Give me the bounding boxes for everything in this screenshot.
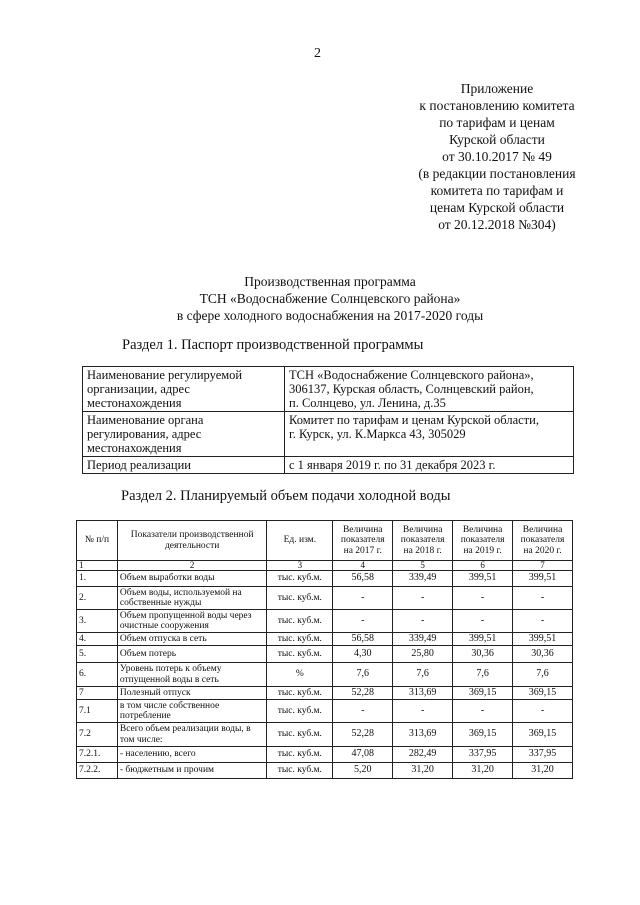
appendix-line: от 30.10.2017 № 49: [442, 149, 552, 164]
row-number: 1.: [77, 571, 118, 587]
row-unit: тыс. куб.м.: [267, 587, 333, 610]
name-line: Объем пропущенной воды через: [119, 610, 252, 621]
passport-value: [285, 412, 574, 457]
row-name: [117, 571, 267, 587]
name-line: в том числе собственное: [119, 700, 220, 711]
value-2019: 369,15: [453, 723, 513, 747]
name-line: том числе:: [119, 734, 163, 745]
row-unit: тыс. куб.м.: [267, 687, 333, 700]
label-line: местонахождения: [87, 396, 182, 410]
label-line: Наименование органа: [87, 413, 204, 427]
appendix-line: от 20.12.2018 №304): [438, 217, 556, 232]
name-line: отпущенной воды в сеть: [119, 674, 219, 685]
value-2020: -: [513, 587, 573, 610]
row-number: 5.: [77, 646, 118, 663]
value-2019: -: [453, 610, 513, 633]
value-2020: 337,95: [513, 747, 573, 763]
passport-label: [83, 457, 285, 474]
header-line: Величина: [462, 524, 503, 535]
index-cell: 2: [117, 561, 267, 571]
col-header-2018: [393, 521, 453, 561]
col-header-name: [117, 521, 267, 561]
value-2019: 7,6: [453, 663, 513, 687]
table-row: [77, 646, 573, 663]
value-2020: -: [513, 610, 573, 633]
value-2017: 5,20: [333, 763, 393, 779]
appendix-line: Курской области: [449, 132, 545, 147]
row-unit: тыс. куб.м.: [267, 747, 333, 763]
col-header-2017: [333, 521, 393, 561]
col-header-unit: Ед. изм.: [267, 521, 333, 561]
value-2018: 339,49: [393, 571, 453, 587]
row-unit: тыс. куб.м.: [267, 571, 333, 587]
appendix-line: ценам Курской области: [429, 200, 565, 215]
value-2019: -: [453, 700, 513, 723]
value-line: п. Солнцево, ул. Ленина, д.35: [289, 396, 446, 410]
section2-heading: Раздел 2. Планируемый объем подачи холодной воды: [121, 488, 451, 504]
label-line: Наименование регулируемой: [87, 368, 243, 382]
value-2018: 313,69: [393, 723, 453, 747]
appendix-block: [392, 80, 602, 233]
row-name: [117, 633, 267, 646]
value-line: ТСН «Водоснабжение Солнцевского района»,: [289, 368, 534, 382]
passport-label: [83, 367, 285, 412]
value-2018: 7,6: [393, 663, 453, 687]
value-2019: 369,15: [453, 687, 513, 700]
passport-row: [83, 412, 574, 457]
section1-heading: Раздел 1. Паспорт производственной программы: [122, 337, 424, 353]
header-line: Величина: [402, 524, 443, 535]
value-2018: 339,49: [393, 633, 453, 646]
value-line: г. Курск, ул. К.Маркса 43, 305029: [289, 427, 466, 441]
header-row: [77, 521, 573, 561]
header-line: показателя: [520, 535, 565, 546]
name-line: потребление: [119, 711, 171, 721]
value-2017: -: [333, 587, 393, 610]
name-line: - населению, всего: [119, 749, 196, 760]
name-line: очистные сооружения: [119, 621, 209, 631]
title-line: ТСН «Водоснабжение Солнцевского района»: [199, 291, 461, 306]
label-line: местонахождения: [87, 441, 182, 455]
row-unit: тыс. куб.м.: [267, 700, 333, 723]
col-header-2019: [453, 521, 513, 561]
header-line: на 2017 г.: [343, 545, 382, 556]
value-2019: -: [453, 587, 513, 610]
table-row: [77, 687, 573, 700]
appendix-line: по тарифам и ценам: [439, 115, 555, 130]
header-line: Величина: [342, 524, 383, 535]
title-line: в сфере холодного водоснабжения на 2017-2020 годы: [176, 308, 484, 323]
value-2020: 31,20: [513, 763, 573, 779]
value-2020: 30,36: [513, 646, 573, 663]
index-cell: 3: [267, 561, 333, 571]
name-line: Объем потерь: [119, 648, 177, 659]
value-2018: 31,20: [393, 763, 453, 779]
row-unit: тыс. куб.м.: [267, 646, 333, 663]
passport-value: [285, 367, 574, 412]
table-row: [77, 763, 573, 779]
index-cell: 1: [77, 561, 118, 571]
row-unit: тыс. куб.м.: [267, 763, 333, 779]
volume-table: [76, 520, 573, 779]
passport-table: [82, 366, 574, 474]
value-2017: 47,08: [333, 747, 393, 763]
name-line: Объем отпуска в сеть: [119, 633, 207, 644]
header-line: на 2019 г.: [463, 545, 502, 556]
value-2020: 369,15: [513, 687, 573, 700]
appendix-line: (в редакции постановления: [418, 166, 576, 181]
header-line: Показатели производственной: [130, 530, 254, 540]
header-line: Величина: [522, 524, 563, 535]
value-2019: 30,36: [453, 646, 513, 663]
row-name: [117, 663, 267, 687]
value-2019: 399,51: [453, 633, 513, 646]
row-name: [117, 763, 267, 779]
appendix-line: к постановлению комитета: [419, 98, 575, 113]
value-2018: -: [393, 700, 453, 723]
row-number: 3.: [77, 610, 118, 633]
name-line: Объем воды, используемой на: [119, 587, 242, 598]
header-line: деятельности: [164, 540, 220, 551]
value-2017: 7,6: [333, 663, 393, 687]
row-number: 7.2: [77, 723, 118, 747]
name-line: Всего объем реализации воды, в: [119, 724, 251, 734]
row-number: 6.: [77, 663, 118, 687]
table-row: [77, 587, 573, 610]
header-line: показателя: [460, 535, 505, 546]
row-number: 7.2.2.: [77, 763, 118, 779]
row-number: 4.: [77, 633, 118, 646]
table-row: [77, 571, 573, 587]
value-2018: 25,80: [393, 646, 453, 663]
table-row: [77, 633, 573, 646]
value-2018: 282,49: [393, 747, 453, 763]
value-line: 306137, Курская область, Солнцевский район,: [289, 382, 534, 396]
index-cell: 6: [453, 561, 513, 571]
value-2020: 399,51: [513, 571, 573, 587]
table-row: [77, 723, 573, 747]
passport-row: [83, 367, 574, 412]
value-2019: 31,20: [453, 763, 513, 779]
value-2020: 369,15: [513, 723, 573, 747]
row-unit: тыс. куб.м.: [267, 610, 333, 633]
value-2020: -: [513, 700, 573, 723]
header-line: на 2018 г.: [403, 545, 442, 556]
label-line: организации, адрес: [87, 382, 190, 396]
passport-label: [83, 412, 285, 457]
value-2017: 56,58: [333, 571, 393, 587]
label-line: регулирования, адрес: [87, 427, 202, 441]
title-line: Производственная программа: [244, 274, 416, 289]
value-line: Комитет по тарифам и ценам Курской области,: [289, 413, 539, 427]
value-2017: 4,30: [333, 646, 393, 663]
row-number: 7.2.1.: [77, 747, 118, 763]
index-cell: 4: [333, 561, 393, 571]
row-number: 7.1: [77, 700, 118, 723]
row-unit: тыс. куб.м.: [267, 723, 333, 747]
value-2018: -: [393, 610, 453, 633]
name-line: - бюджетным и прочим: [119, 765, 215, 776]
index-cell: 5: [393, 561, 453, 571]
value-2018: 313,69: [393, 687, 453, 700]
page-number: 2: [314, 46, 321, 61]
value-2017: -: [333, 610, 393, 633]
table-row: [77, 700, 573, 723]
row-unit: %: [267, 663, 333, 687]
passport-value: [285, 457, 574, 474]
row-unit: тыс. куб.м.: [267, 633, 333, 646]
table-row: [77, 663, 573, 687]
row-name: [117, 587, 267, 610]
appendix-line: Приложение: [460, 81, 534, 96]
col-header-num: № п/п: [77, 521, 118, 561]
value-2019: 399,51: [453, 571, 513, 587]
row-name: [117, 700, 267, 723]
row-name: [117, 687, 267, 700]
passport-row: [83, 457, 574, 474]
name-line: Объем выработки воды: [119, 573, 215, 584]
row-number: 2.: [77, 587, 118, 610]
value-2017: 52,28: [333, 723, 393, 747]
row-number: 7: [77, 687, 118, 700]
row-name: [117, 747, 267, 763]
appendix-line: комитета по тарифам и: [430, 183, 564, 198]
header-line: показателя: [400, 535, 445, 546]
row-name: [117, 646, 267, 663]
value-2019: 337,95: [453, 747, 513, 763]
index-row: [77, 561, 573, 571]
value-2017: 56,58: [333, 633, 393, 646]
table-row: [77, 610, 573, 633]
value-line: с 1 января 2019 г. по 31 декабря 2023 г.: [289, 458, 496, 472]
table-row: [77, 747, 573, 763]
name-line: Полезный отпуск: [119, 687, 191, 698]
col-header-2020: [513, 521, 573, 561]
value-2018: -: [393, 587, 453, 610]
row-name: [117, 610, 267, 633]
header-line: на 2020 г.: [523, 545, 562, 556]
header-line: показателя: [340, 535, 385, 546]
label-line: Период реализации: [87, 458, 191, 472]
name-line: собственные нужды: [119, 598, 202, 608]
row-name: [117, 723, 267, 747]
index-cell: 7: [513, 561, 573, 571]
value-2020: 399,51: [513, 633, 573, 646]
name-line: Уровень потерь к объему: [119, 664, 222, 674]
value-2017: 52,28: [333, 687, 393, 700]
document-title: [110, 273, 550, 324]
value-2017: -: [333, 700, 393, 723]
value-2020: 7,6: [513, 663, 573, 687]
